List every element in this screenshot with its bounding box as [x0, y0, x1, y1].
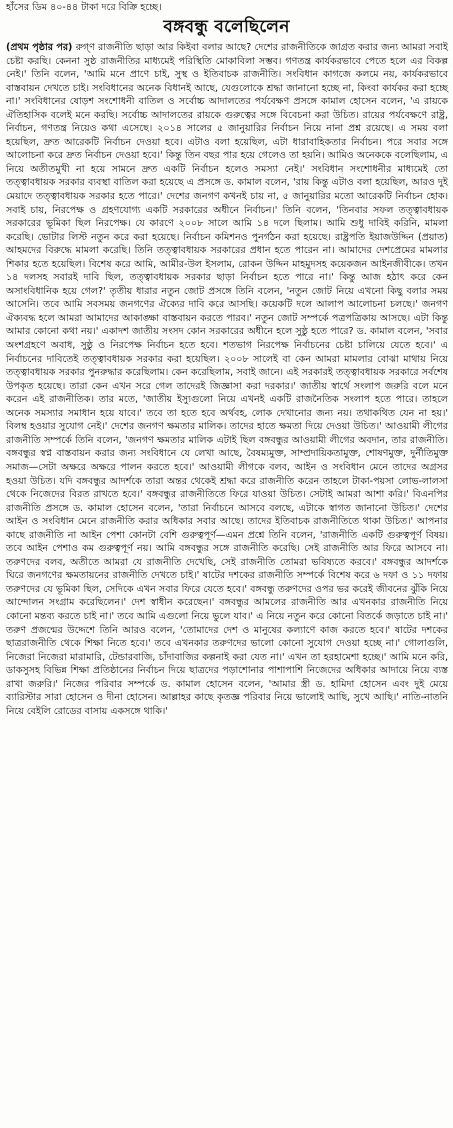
paragraph-text: রুগ্ণ রাজনীতি ছাড়া আর কিইবা বলার আছে? দেশের রাজনীতিকে জাগ্রত করার জন্য আমরা সবাই চেষ্টা করছি। কেননা সুষ্ঠ রাজনীতির মাধ্যমেই পরিস্থিতি মোকাবিলা সম্ভব। গণতন্ত্র কার্যকরভাবে পেতে হলে এর বিকল্প নেই।' তিনি বলেন, 'আমি মনে প্রাণে চাই, সুস্থ ও ইতিবাচক রাজনীতি। সংবিধান কাগজে কলমে নয়, কার্যকরভাবে বাস্তবায়ন দেখতে চাই। সংবিধানের অনেক বিধানই আছে, যেগুলোকে শ্রদ্ধা জানানো হচ্ছে না, কিংবা কার্যকর করা হচ্ছে না।' সংবিধানের ষোড়শ সংশোধনী বাতিল ও সর্বোচ্চ আদালতের পর্যবেক্ষণ প্রসঙ্গে কামাল হোসেন বলেন, 'এ রায়কে ঐতিহাসিক বলেই মনে করছি। সর্বোচ্চ আদালতের রায়কে গুরুত্বের সঙ্গে বিবেচনা করা উচিত। রায়ের পর্যবেক্ষণে রাষ্ট্র, নির্বাচন, গণতন্ত্র নিয়েও কথা এসেছে। ২০১৪ সালের ৫ জানুয়ারির নির্বাচন নিয়ে নানা প্রশ্ন রয়েছে। এ সময় বলা হয়েছিল, দ্রুত আরেকটি নির্বাচন দেওয়া হবে। এটাও বলা হয়েছিল, এটা ধারাবাহিকতার নির্বাচন। পরে সবার সঙ্গে আলোচনা করে দ্রুত নির্বাচন দেওয়া হবে।' কিন্তু তিন বছর পার হয়ে গেলেও তা হয়নি। আমিও অনেককে বলেছিলাম, এ নিয়ে অতীতমুখী না হয়ে সামনে দ্রুত একটি নির্বাচন হলেও সমস্যা নেই।' সংবিধান সংশোধনীর মাধ্যমেই তো তত্ত্বাবধায়ক সরকার ব্যবস্থা বাতিল করা হয়েছে এ প্রসঙ্গে ড. কামাল বলেন, 'রায় কিন্তু এটাও বলা হয়েছিল, আরও দুই মেয়াদে তত্ত্বাবধায়ক সরকার হতে পারে।' দেশের জনগণ কখনই চায় না, ৫ জানুয়ারির মতো আরেকটি নির্বাচন হোক। সবাই চায়, নিরপেক্ষ ও গ্রহণযোগ্য একটি সরকারের অধীনে নির্বাচন।' তিনি বলেন, 'তিনবার সফল তত্ত্বাবধায়ক সরকারের ভূমিকা ছিল নিরপেক্ষ। যে কারণে ২০০৮ সালে আমি ১৪ দলে ছিলাম। আমি শুধু দাবিই করিনি, মামলা করেছি। ভোটার লিস্ট নতুন করে করা হয়েছে। নির্বাচন কমিশনও পুনর্গঠন করা হয়েছে। রাষ্ট্রপতি ইয়াজউদ্দিন (প্রয়াত) আহমদের বিরুদ্ধে মামলা করেছি। তিনি তত্ত্বাবধায়ক সরকারের প্রধান হতে পারেন না। আমাদের দেশপ্রেমের মামলার শিকার হতে হয়েছিল। বিশেষ করে আমি, আমীর-উল ইসলাম, রোকন উদ্দিন মাহমুদসহ কয়েকজন আইনজীবীকে। তখন ১৪ দলসহ সবারই দাবি ছিল, তত্ত্বাবধায়ক সরকার ছাড়া নির্বাচন হতে পারে না।' কিন্তু আজ হঠাৎ করে কেন অসাংবিধানিক হয়ে গেল?' তৃতীয় ধারার নতুন জোট প্রসঙ্গে তিনি বলেন, 'নতুন জোট নিয়ে এখনো কিছু বলার সময় আসেনি। তবে আমি সবসময় জনগণের ঐক্যের দাবি করে আসছি। কয়েকটি দলে আলাপ আলোচনা চলছে।' জনগণ ঐক্যবদ্ধ হলে আমরা আমাদের আকাঙ্ক্ষা বাস্তবায়ন করতে পারব।' নতুন জোট সম্পর্কে পত্রপত্রিকায় আসছে। এটা কিন্তু আমার কোনো কথা নয়।' একাদশ জাতীয় সংসদ কোন সরকারের অধীনে হলে সুষ্ঠু হতে পারে? ড. কামাল বলেন, 'সবার অংশগ্রহণে অবাধ, সুষ্ঠু ও নিরপেক্ষ নির্বাচন হতে হবে। শতভাগ নিরপেক্ষ নির্বাচনের চেষ্টা চালিয়ে যেতে হবে।' এ নির্বাচনের দাবিতেই তত্ত্বাবধায়ক সরকার করা হয়েছিল। ২০০৮ সালেই বা কেন আমরা মামলার বোঝা মাথায় নিয়ে তত্ত্বাবধায়ক সরকার পুনরুদ্ধার করেছিলাম। কেন করেছিলাম, সবাই জানে। এই সরকারই তত্ত্বাবধায়ক সরকারে সর্বশেষ উপকৃত হয়েছে। তারা কেন এখন সরে গেল তাদেরই জিজ্ঞাসা করা দরকার।' জাতীয় স্বার্থে সংলাপ জরুরি বলে মনে করেন এই রাজনীতিক। তার মতে, 'জাতীয় ইস্যুগুলো নিয়ে এখনই একটি রাজনৈতিক সংলাপ হতে পারে। তাহলে অনেক সমস্যার সমাধান হয়ে যাবে।' তবে তা হতে হবে অর্থবহ, লোক দেখানোর জন্য নয়। তথাকথিত যেন না হয়।' বিলম্ব হওয়ার সুযোগ নেই।' দেশের জনগণ ক্ষমতার মালিক। তাদের হাতে ক্ষমতা দিয়ে দেওয়া উচিত।' আওয়ামী লীগের রাজনীতি সম্পর্কে তিনি বলেন, 'জনগণ ক্ষমতার মালিক এটাই ছিল বঙ্গবন্ধুর আওয়ামী লীগের অবদান, তার রাজনীতি। বঙ্গবন্ধুর স্বপ্ন বাস্তবায়ন করার জন্য সংবিধানে যে লেখা আছে, বৈষম্যমুক্ত, সাম্প্রদায়িকতামুক্ত, শোষণমুক্ত, দুর্নীতিমুক্ত সমাজ—সেটা অক্ষরে অক্ষরে পালন করতে হবে।' আওয়ামী লীগকে বলব, আইন ও সংবিধান মেনে তাদের অগ্রসর হওয়া উচিত। যদি বঙ্গবন্ধুর আদর্শকে তারা অন্তর থেকেই শ্রদ্ধা করে রাজনীতি করেন তাহলে টাকা-পয়সা লোভ-লালসা থেকে নিজেদের বিরত রাখতে হবে।' বঙ্গবন্ধুর রাজনীতিতে ফিরে যাওয়া উচিত। সেটাই আমরা আশা করি।' বিএনপির রাজনীতি প্রসঙ্গে ড. কামাল হোসেন বলেন, 'তারা নির্বাচনে আসবে বলছে, এটাকে স্বাগত জানানো উচিত।' দেশের আইন ও সংবিধান মেনে রাজনীতি করার অধিকার সবার আছে। তাদের ইতিবাচক রাজনীতিতে থাকা উচিত।' আপনার কাছে রাজনীতি না আইন পেশা কোনটা বেশি গুরুত্বপূর্ণ—এমন প্রশ্নে তিনি বলেন, 'রাজনীতি একটি গুরুত্বপূর্ণ বিষয়। তবে আইন পেশাও কম গুরুত্বপূর্ণ নয়। আমি বঙ্গবন্ধুর সঙ্গে রাজনীতি করেছি। সেই রাজনীতি আর ফিরে আসবে না। তরুণদের বলব, অতীতে আমরা যে রাজনীতি দেখেছি, সেই রাজনীতি তোমরা ভবিষ্যতে করবে।' বঙ্গবন্ধুর আদর্শকে ঘিরে জনগণের ক্ষমতায়নের রাজনীতি দেখতে চাই।' ষাটের দশকের রাজনীতি সম্পর্কে বিশেষ করে ৬ দফা ও ১১ দফায় তরুণদের যে ভূমিকা ছিল, সেদিকে এখন সবার ফিরে যেতে হবে।' বঙ্গবন্ধু তরুণদের ওপর ভর করেই জীবনের ঝুঁকি নিয়ে আন্দোলন সংগ্রাম করেছিলেন।' দেশ স্বাধীন করেছেন।' বঙ্গবন্ধুর আমলের রাজনীতি আর এখনকার রাজনীতি নিয়ে কোনো মন্তব্য করতে চাই না।' তবে আমি এগুলো নিয়ে ভুলে যাব।' এ নিয়ে নতুন করে কোনো বিতর্কে জড়াতে চাই না।' তরুণ প্রজন্মের উদ্দেশে তিনি আরও বলেন, 'তোমাদের দেশ ও মানুষের কল্যাণে কাজ করতে হবে।' ষাটের দশকের ছাত্ররাজনীতি থেকে শিক্ষা নিতে হবে।' তবে এখনকার তরুণদের ভালো কোনো সুযোগ দেওয়া হচ্ছে না।' গোলাগুলি, নিজেরা নিজেরা মারামারি, টেন্ডারবাজি, চাঁদাবাজির কল্পনাই করা যেত না।' এখন তা হরহামেশা হচ্ছে।' আমি মনে করি, ডাকসুসহ বিভিন্ন শিক্ষা প্রতিষ্ঠানের নির্বাচন দিয়ে ছাত্রদের পড়াশোনার পাশাপাশি নিজেদের অধিকার আদায়ে নিয়ে ব্যস্ত রাখা জরুরি।' নিজের পরিবার সম্পর্কে ড. কামাল হোসেন বলেন, 'আমার স্ত্রী ড. হামিদা হোসেন এবং দুই মেয়ে ব্যারিস্টার সারা হোসেন ও দীনা হোসেন। আল্লাহর কাছে কৃতজ্ঞ পরিবার নিয়ে ভালোই আছি, সুখে আছি।' নাতি-নাতনি নিয়ে বেইলি রোডের বাসায় একসঙ্গে থাকি।'	[6, 42, 449, 717]
article-paragraph	[6, 41, 448, 718]
article-headline: বঙ্গবন্ধু বলেছিলেন	[163, 17, 290, 37]
previous-article-tail: হাঁসের ডিম ৪০-৪৪ টাকা দরে বিক্রি হচ্ছে।	[6, 2, 162, 13]
article-body	[0, 41, 453, 718]
continuation-tag: (প্রথম পৃষ্ঠার পর)	[6, 42, 73, 53]
